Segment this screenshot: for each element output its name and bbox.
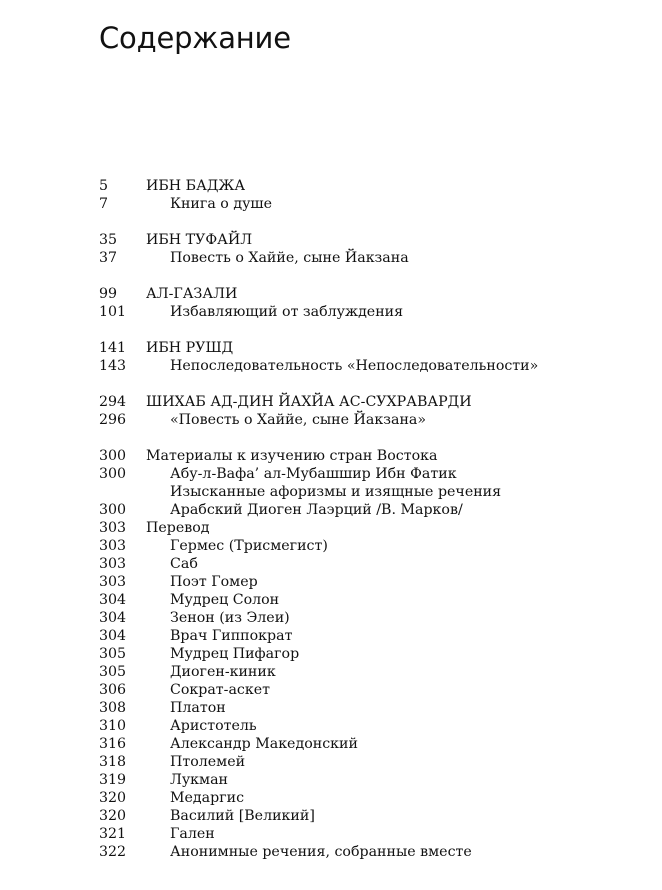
toc-page-number: 304 xyxy=(99,610,127,626)
toc-subentry-title: Мудрец Пифагор xyxy=(170,646,300,662)
toc-group xyxy=(99,393,639,429)
toc-page-number: 306 xyxy=(99,682,127,698)
toc-subentry-title: Зенон (из Элеи) xyxy=(170,610,290,626)
page-title: Содержание xyxy=(99,21,291,55)
toc-subentry xyxy=(99,465,639,483)
toc-subentry xyxy=(99,195,639,213)
toc-subentry xyxy=(99,411,639,429)
toc-group xyxy=(99,447,639,861)
toc-entry-title: ИБН РУШД xyxy=(146,340,234,356)
toc-page-number: 300 xyxy=(99,502,127,518)
toc-subentry xyxy=(99,717,639,735)
toc-subentry-title: Книга о душе xyxy=(170,196,273,212)
toc-page-number: 310 xyxy=(99,718,127,734)
toc-page-number: 99 xyxy=(99,286,118,302)
toc-page-number: 143 xyxy=(99,358,127,374)
toc-group xyxy=(99,231,639,267)
toc-group xyxy=(99,285,639,321)
toc-entry xyxy=(99,339,639,357)
toc-subentry-title: Гермес (Трисмегист) xyxy=(170,538,328,554)
toc-entry xyxy=(99,177,639,195)
toc-page-number: 141 xyxy=(99,340,127,356)
toc-subentry xyxy=(99,735,639,753)
toc-subentry-title: Анонимные речения, собранные вместе xyxy=(170,844,472,860)
toc-page-number: 101 xyxy=(99,304,127,320)
toc-page-number: 308 xyxy=(99,700,127,716)
toc-subentry-title: Повесть о Хаййе, сыне Йакзана xyxy=(170,250,409,266)
toc-page-number: 304 xyxy=(99,592,127,608)
toc-subentry xyxy=(99,591,639,609)
toc-entry-title: ШИХАБ АД-ДИН ЙАХЙА АС-СУХРАВАРДИ xyxy=(146,394,472,410)
toc-subentry xyxy=(99,609,639,627)
toc-subentry xyxy=(99,573,639,591)
toc-entry-title: Перевод xyxy=(146,520,210,536)
toc-page-number: 294 xyxy=(99,394,127,410)
toc-page-number: 7 xyxy=(99,196,109,212)
toc-page-number: 35 xyxy=(99,232,118,248)
toc-entry-title: Материалы к изучению стран Востока xyxy=(146,448,438,464)
toc-subentry xyxy=(99,627,639,645)
toc-subentry-title: Птолемей xyxy=(170,754,246,770)
toc-entry xyxy=(99,393,639,411)
toc-page-number: 305 xyxy=(99,664,127,680)
toc-subentry-title: Медаргис xyxy=(170,790,245,806)
toc-subentry-title: Василий [Великий] xyxy=(170,808,315,824)
toc-entry xyxy=(99,519,639,537)
toc-subentry-title: Лукман xyxy=(170,772,229,788)
toc-subentry-title: Абу-л-Вафа’ ал-Мубашшир Ибн Фатик xyxy=(170,466,457,482)
toc-subentry-title: Избавляющий от заблуждения xyxy=(170,304,404,320)
toc-entry-title: ИБН БАДЖА xyxy=(146,178,246,194)
toc-subentry xyxy=(99,771,639,789)
toc-subentry-title: Мудрец Солон xyxy=(170,592,280,608)
toc-subentry-title: Диоген-киник xyxy=(170,664,276,680)
toc-subentry xyxy=(99,753,639,771)
toc-page-number: 319 xyxy=(99,772,127,788)
toc-subentry xyxy=(99,303,639,321)
toc-page-number: 296 xyxy=(99,412,127,428)
toc-subentry xyxy=(99,681,639,699)
toc-page-number: 320 xyxy=(99,808,127,824)
toc-page-number: 303 xyxy=(99,520,127,536)
toc-page-number: 303 xyxy=(99,556,127,572)
toc-entry-title: ИБН ТУФАЙЛ xyxy=(146,232,253,248)
toc-subentry-title: Аристотель xyxy=(170,718,257,734)
toc-subentry-title: Александр Македонский xyxy=(170,736,358,752)
toc-subentry-title: Непоследовательность «Непоследовательности» xyxy=(170,358,539,374)
toc-subentry xyxy=(99,357,639,375)
toc-page-number: 320 xyxy=(99,790,127,806)
toc-subentry-title: «Повесть о Хаййе, сыне Йакзана» xyxy=(170,412,427,428)
toc-subentry xyxy=(99,645,639,663)
toc-entry xyxy=(99,231,639,249)
toc-page-number: 303 xyxy=(99,574,127,590)
toc-page-number: 300 xyxy=(99,448,127,464)
toc-group xyxy=(99,339,639,375)
toc-page-number: 303 xyxy=(99,538,127,554)
toc-page-number: 305 xyxy=(99,646,127,662)
toc-page-number: 316 xyxy=(99,736,127,752)
toc-subentry-title: Врач Гиппократ xyxy=(170,628,293,644)
toc-page-number: 304 xyxy=(99,628,127,644)
toc-subentry xyxy=(99,663,639,681)
toc-subentry xyxy=(99,537,639,555)
toc-subentry-title: Арабский Диоген Лаэрций /В. Марков/ xyxy=(170,502,463,518)
toc-subentry xyxy=(99,843,639,861)
toc-subentry xyxy=(99,501,639,519)
toc-subentry-title: Саб xyxy=(170,556,198,572)
toc-subentry-title: Сократ-аскет xyxy=(170,682,270,698)
toc-subentry xyxy=(99,555,639,573)
toc-subentry-title: Платон xyxy=(170,700,226,716)
toc-page-number: 5 xyxy=(99,178,109,194)
toc-subentry xyxy=(99,699,639,717)
toc-page-number: 318 xyxy=(99,754,127,770)
toc-subentry-title: Гален xyxy=(170,826,215,842)
toc-subentry xyxy=(99,825,639,843)
toc-subentry xyxy=(99,789,639,807)
toc-page-number: 300 xyxy=(99,466,127,482)
toc-entry-title: АЛ-ГАЗАЛИ xyxy=(146,286,238,302)
toc-entry xyxy=(99,447,639,465)
toc-entry xyxy=(99,285,639,303)
toc-subentry xyxy=(99,483,639,501)
toc-page-number: 37 xyxy=(99,250,118,266)
toc-subentry-title: Изысканные афоризмы и изящные речения xyxy=(170,484,502,500)
toc-group xyxy=(99,177,639,213)
toc-subentry-title: Поэт Гомер xyxy=(170,574,258,590)
toc-subentry xyxy=(99,807,639,825)
toc-page-number xyxy=(99,483,146,501)
table-of-contents xyxy=(99,177,639,861)
toc-page-number: 322 xyxy=(99,844,127,860)
toc-page-number: 321 xyxy=(99,826,127,842)
toc-subentry xyxy=(99,249,639,267)
